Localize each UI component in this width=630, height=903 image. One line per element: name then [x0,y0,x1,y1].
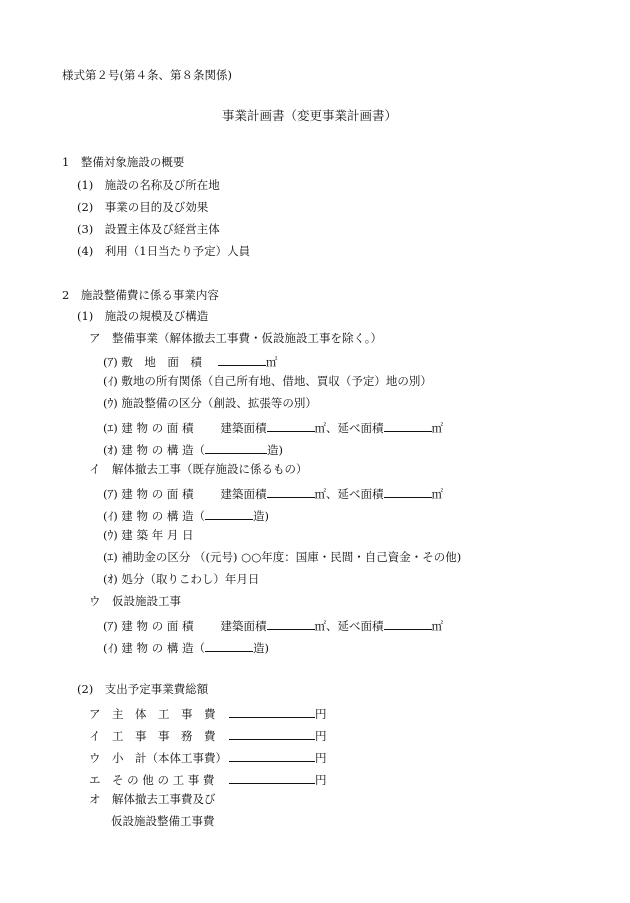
cost-row-demolition-l1: オ 解体撤去工事費及び [89,792,216,806]
section1-item-4: (4) 利用（1日当たり予定）人員 [77,244,251,258]
section1-item-1: (1) 施設の名称及び所在地 [77,178,220,192]
kaitai-build-date: (ｳ) 建 築 年 月 日 [103,528,194,542]
seibi-heading: ア 整備事業（解体撤去工事費・仮設施設工事を除く。） [89,331,383,345]
kasetsu-structure: (ｲ) 建 物 の 構 造（ 造) [103,641,269,655]
kaitai-structure: (ｲ) 建 物 の 構 造（ 造) [103,509,269,523]
seibi-structure: (ｵ) 建 物 の 構 造（ 造) [103,443,283,457]
cost-row-other: エ そ の 他 の 工 事 費 円 [89,773,327,787]
section1-heading: 1 整備対象施設の概要 [62,155,185,169]
site-area-blank [218,354,266,366]
kaitai-building-area: (ｱ) 建 物 の 面 積 建築面積 ㎡、延べ面積 ㎡ [103,487,444,501]
section1-item-2: (2) 事業の目的及び効果 [77,200,209,214]
section2-heading: 2 施設整備費に係る事業内容 [62,288,219,302]
seibi-division: (ｳ) 施設整備の区分（創設、拡張等の別） [103,396,317,410]
kaitai-disposal-date: (ｵ) 処分（取りこわし）年月日 [103,572,260,586]
cost-row-subtotal: ウ 小 計（本体工事費） 円 [89,751,327,765]
cost-row-office: イ 工 事 事 務 費 円 [89,729,327,743]
section2-sub1: (1) 施設の規模及び構造 [77,309,209,323]
kaitai-subsidy: (ｴ) 補助金の区分 （(元号) ○○年度：国庫・民間・自己資金・その他) [103,550,462,564]
cost-row-demolition-l2: 仮設施設整備工事費 [111,814,215,828]
kasetsu-building-area: (ｱ) 建 物 の 面 積 建築面積 ㎡、延べ面積 ㎡ [103,619,444,633]
kasetsu-heading: ウ 仮設施設工事 [89,594,181,608]
form-number: 様式第２号(第４条、第８条関係) [62,68,232,82]
cost-row-main: ア 主 体 工 事 費 円 [89,707,327,721]
page-title: 事業計画書（変更事業計画書） [222,108,398,123]
section2-sub2: (2) 支出予定事業費総額 [77,682,209,696]
kaitai-heading: イ 解体撤去工事（既存施設に係るもの） [89,462,308,476]
seibi-ownership: (ｲ) 敷地の所有関係（自己所有地、借地、買収（予定）地の別） [103,374,432,388]
seibi-site-area: (ｱ) 敷 地 面 積 ㎡ [103,355,278,369]
seibi-building-area: (ｴ) 建 物 の 面 積 建築面積 ㎡、延べ面積 ㎡ [103,421,444,435]
section1-item-3: (3) 設置主体及び経営主体 [77,222,220,236]
